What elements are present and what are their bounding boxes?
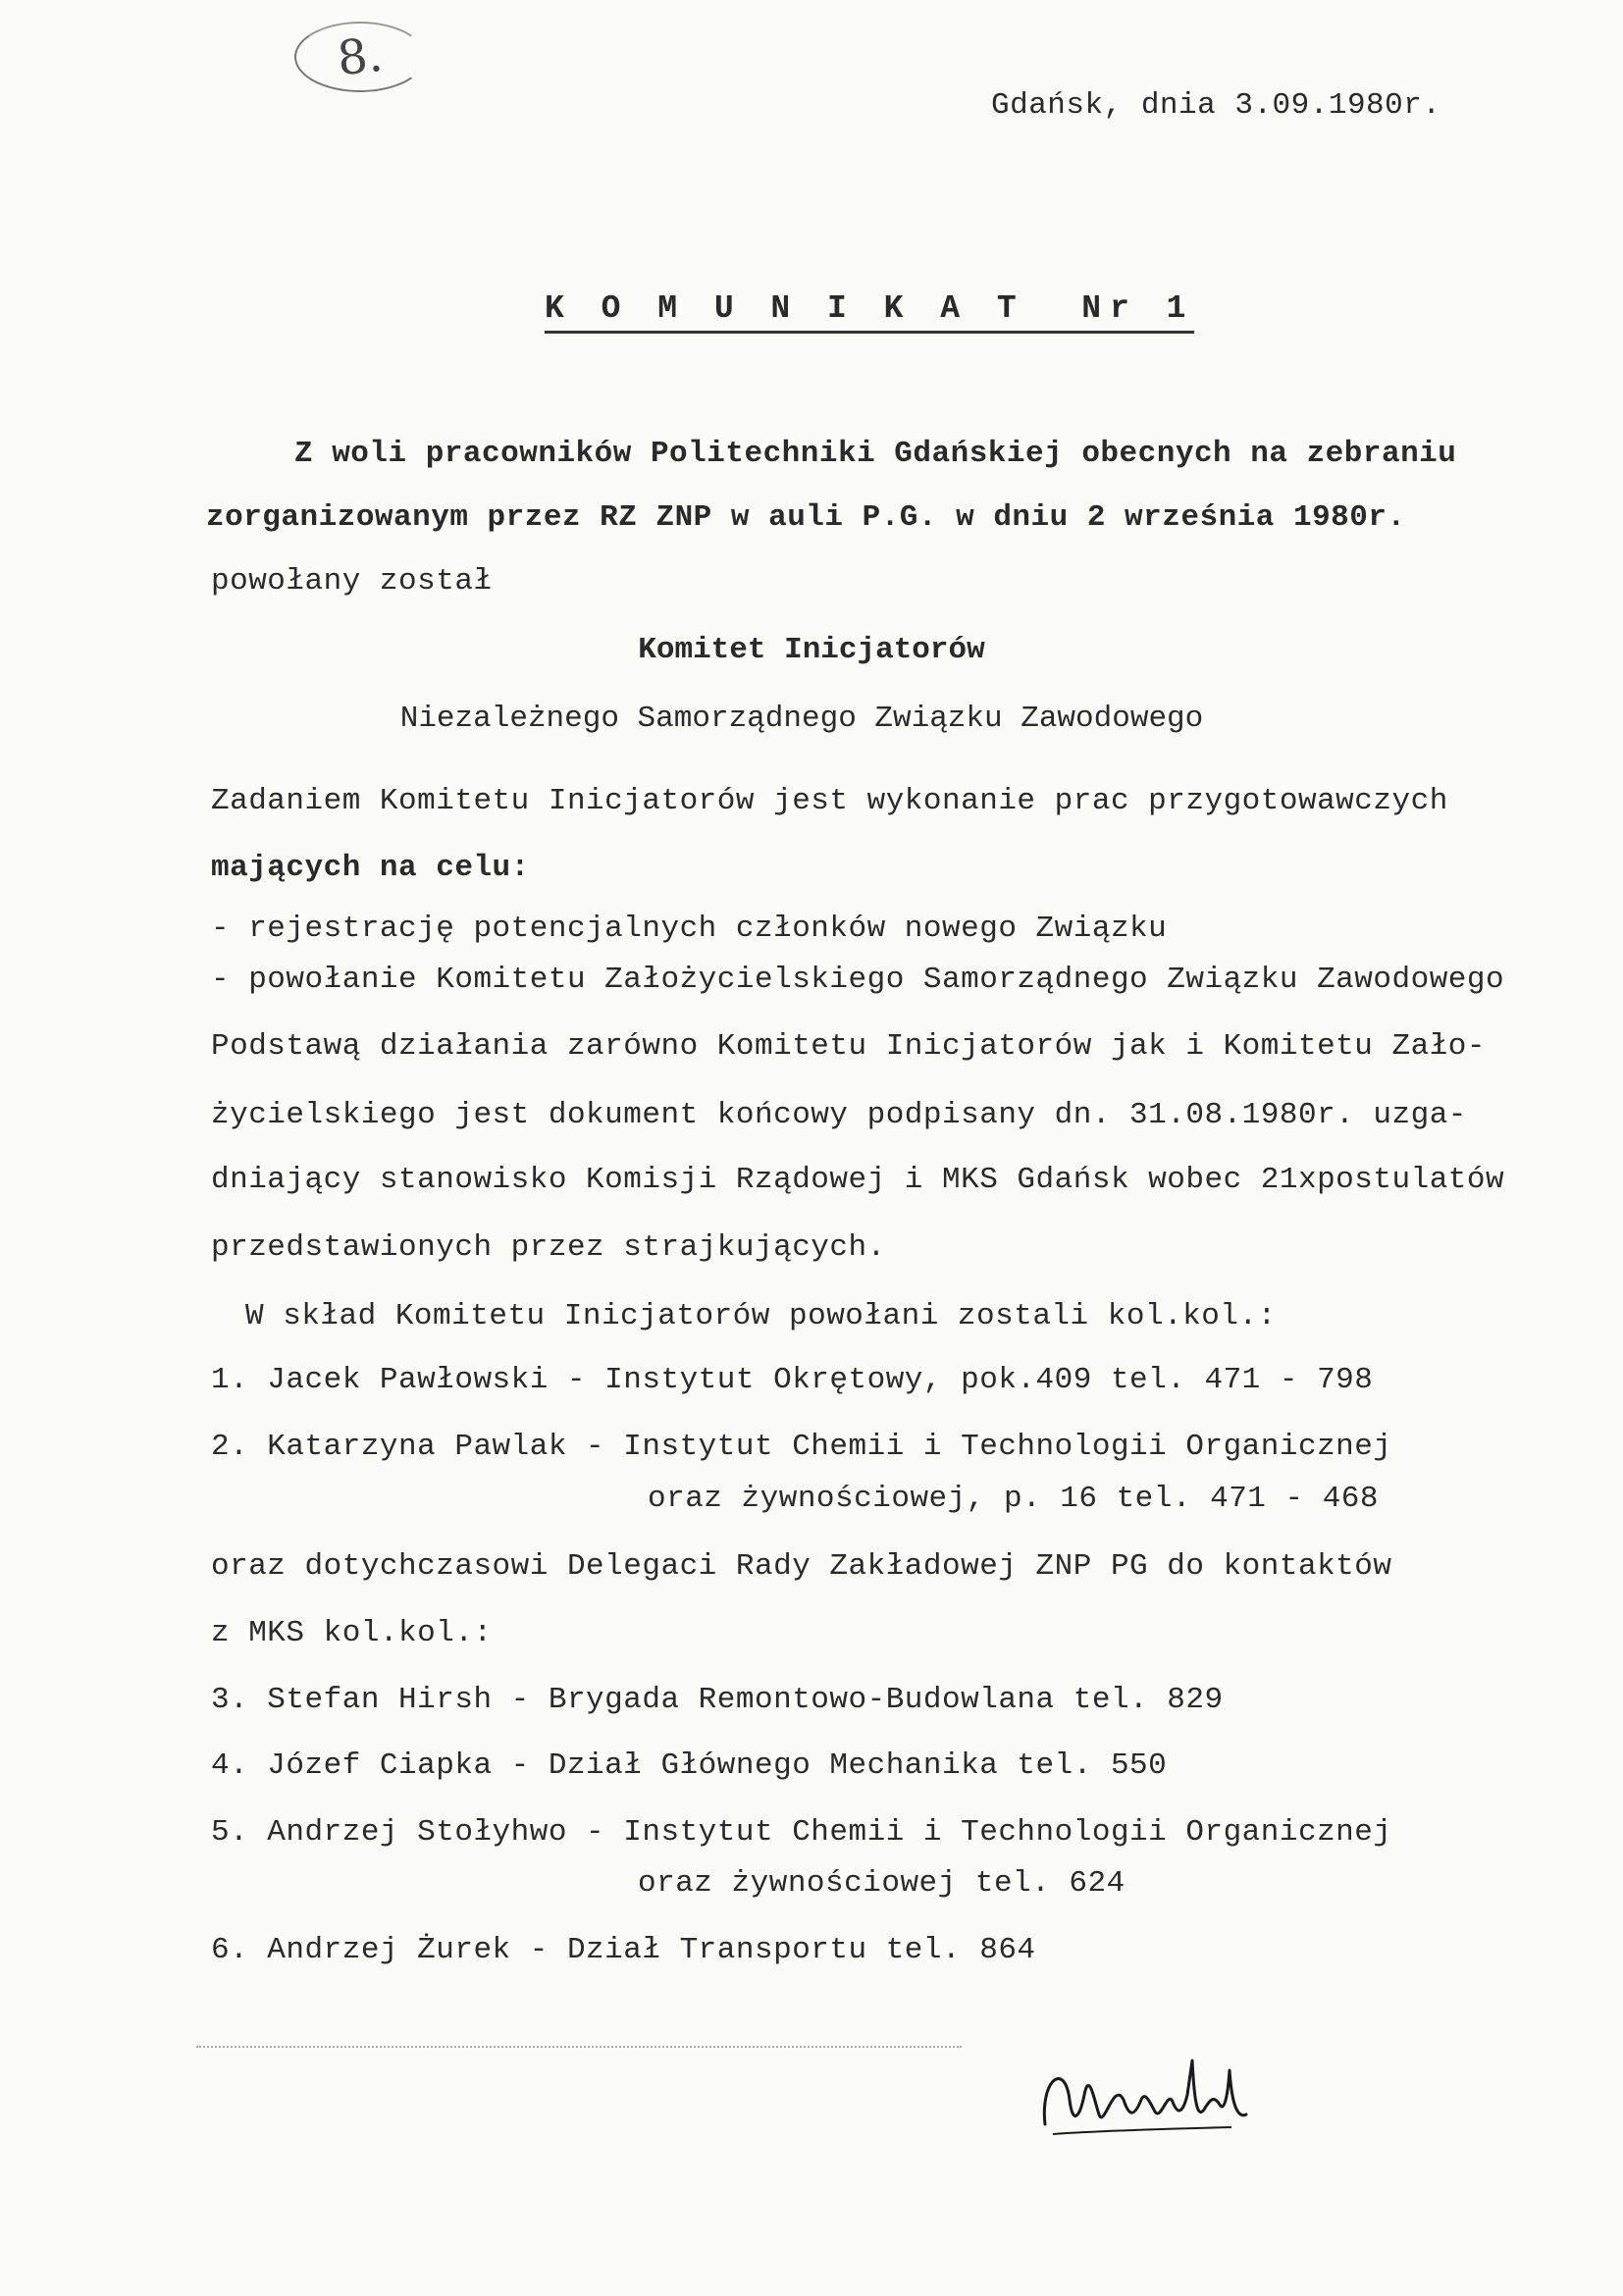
task-line-2: mających na celu: <box>211 851 530 885</box>
delegates-intro-1: oraz dotychczasowi Delegaci Rady Zakładowej ZNP PG do kontaktów <box>211 1549 1392 1584</box>
intro-line-2: zorganizowanym przez RZ ZNP w auli P.G. w dniu 2 września 1980r. <box>206 500 1406 535</box>
intro-line-1: Z woli pracowników Politechniki Gdańskiej obecnych na zebraniu <box>294 437 1457 471</box>
member-1: 1. Jacek Pawłowski - Instytut Okrętowy, pok.409 tel. 471 - 798 <box>211 1363 1374 1397</box>
task-bullet-1: - rejestrację potencjalnych członków nowego Związku <box>211 912 1168 946</box>
intro-line-3: powołany został <box>211 564 493 599</box>
place-date: Gdańsk, dnia 3.09.1980r. <box>991 88 1441 123</box>
delegates-intro-2: z MKS kol.kol.: <box>211 1616 493 1650</box>
stamp-number: 8. <box>335 26 386 87</box>
task-line-5: Podstawą działania zarówno Komitetu Inicjatorów jak i Komitetu Zało- <box>211 1029 1487 1064</box>
delegate-4: 4. Józef Ciapka - Dział Głównego Mechanika tel. 550 <box>211 1748 1168 1783</box>
task-bullet-2: - powołanie Komitetu Założycielskiego Samorządnego Związku Zawodowego <box>211 963 1505 997</box>
delegate-6: 6. Andrzej Żurek - Dział Transportu tel. 864 <box>211 1933 1036 1967</box>
member-2-continued: oraz żywnościowej, p. 16 tel. 471 - 468 <box>648 1482 1380 1516</box>
task-line-7: dniający stanowisko Komisji Rządowej i MKS Gdańsk wobec 21xpostulatów <box>211 1163 1505 1197</box>
committee-name: Komitet Inicjatorów <box>638 633 985 667</box>
dotted-line <box>196 2046 962 2048</box>
delegate-5: 5. Andrzej Stołyhwo - Instytut Chemii i Technologii Organicznej <box>211 1815 1392 1850</box>
page-number-stamp <box>294 22 426 92</box>
task-line-6: życielskiego jest dokument końcowy podpisany dn. 31.08.1980r. uzga- <box>211 1098 1467 1132</box>
delegate-5-continued: oraz żywnościowej tel. 624 <box>638 1866 1126 1901</box>
members-intro: W skład Komitetu Inicjatorów powołani zostali kol.kol.: <box>245 1299 1277 1333</box>
handwritten-signature <box>1035 2041 1261 2149</box>
delegate-3: 3. Stefan Hirsh - Brygada Remontowo-Budowlana tel. 829 <box>211 1683 1224 1717</box>
union-name: Niezależnego Samorządnego Związku Zawodowego <box>399 702 1204 736</box>
task-line-1: Zadaniem Komitetu Inicjatorów jest wykonanie prac przygotowawczych <box>211 784 1448 818</box>
member-2: 2. Katarzyna Pawlak - Instytut Chemii i Technologii Organicznej <box>211 1430 1392 1464</box>
document-title: K O M U N I K A T Nr 1 <box>545 289 1194 334</box>
task-line-8: przedstawionych przez strajkujących. <box>211 1230 886 1265</box>
